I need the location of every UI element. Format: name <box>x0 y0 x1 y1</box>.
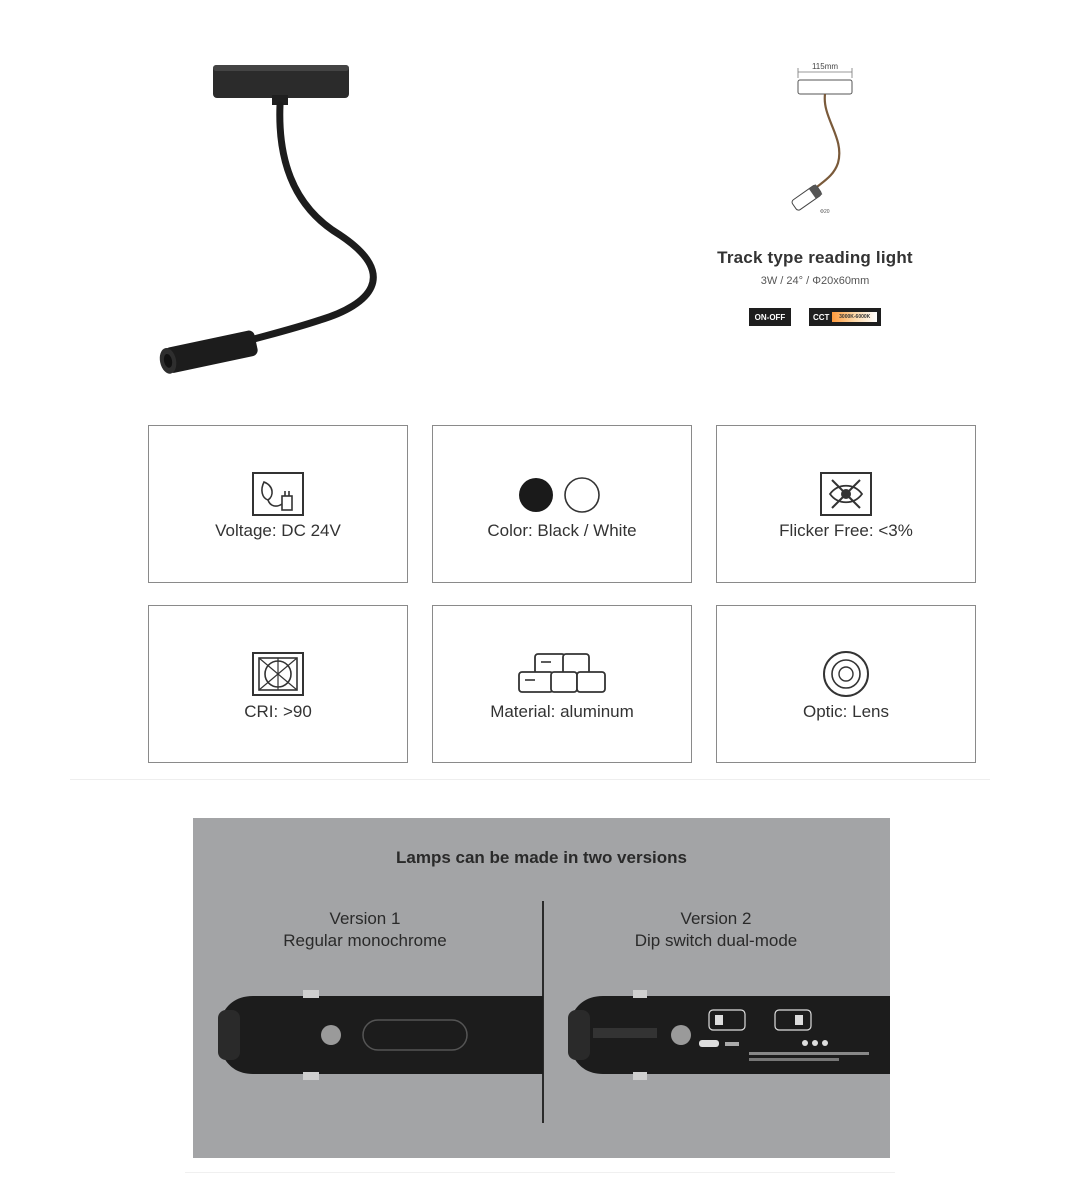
product-specs: 3W / 24° / Φ20x60mm <box>760 275 870 287</box>
feature-card-flicker <box>716 425 976 583</box>
feature-label-material: Material: aluminum <box>490 702 634 721</box>
cct-range-bar: 3000K-6000K <box>832 312 877 322</box>
cri-icon <box>252 652 304 696</box>
version-1-text <box>195 908 535 952</box>
cct-badge-label: CCT <box>813 312 830 322</box>
feature-label-flicker: Flicker Free: <3% <box>779 521 913 540</box>
section-divider <box>70 779 990 780</box>
versions-title: Lamps can be made in two versions <box>396 848 687 867</box>
feature-card-voltage <box>148 425 408 583</box>
product-photo <box>150 55 410 385</box>
feature-card-cri <box>148 605 408 763</box>
product-title: Track type reading light <box>717 248 913 267</box>
feature-card-material <box>432 605 692 763</box>
aluminum-blocks-icon <box>515 650 609 696</box>
version-1-lamp-image <box>213 990 543 1080</box>
version-1-name: Version 1 <box>329 909 401 928</box>
feature-label-color: Color: Black / White <box>487 521 637 540</box>
version-2-name: Version 2 <box>680 909 752 928</box>
feature-card-optic <box>716 605 976 763</box>
color-swatches-icon <box>518 477 606 513</box>
version-1-desc: Regular monochrome <box>283 931 447 950</box>
feature-label-optic: Optic: Lens <box>803 702 889 721</box>
svg-text:Φ20: Φ20 <box>820 209 830 215</box>
version-2-lamp-image <box>563 990 890 1080</box>
dimension-label: 115mm <box>811 62 839 71</box>
version-2-text <box>546 908 886 952</box>
versions-panel <box>193 818 890 1158</box>
onoff-badge-label: ON-OFF <box>754 312 786 322</box>
version-2-desc: Dip switch dual-mode <box>634 931 798 950</box>
plug-leaf-icon <box>252 472 304 516</box>
feature-label-voltage: Voltage: DC 24V <box>215 521 341 540</box>
cct-badge <box>809 308 881 326</box>
feature-card-color <box>432 425 692 583</box>
dimension-drawing <box>770 58 880 223</box>
no-flicker-eye-icon <box>820 472 872 516</box>
bottom-divider <box>185 1172 895 1173</box>
feature-label-cri: CRI: >90 <box>244 702 312 721</box>
lens-icon <box>820 651 872 697</box>
onoff-badge <box>749 308 791 326</box>
